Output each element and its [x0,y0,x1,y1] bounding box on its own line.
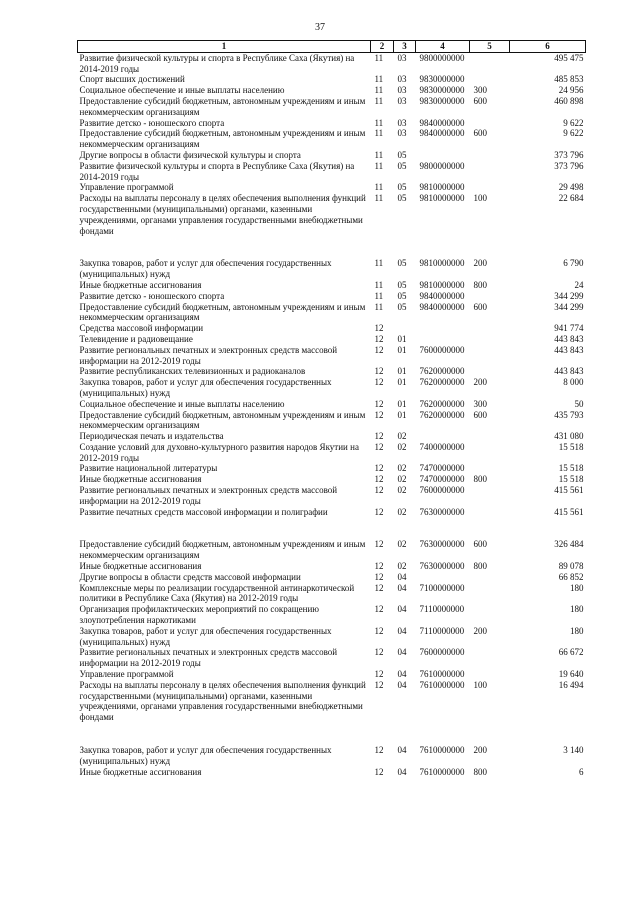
cell-subsection: 02 [397,539,407,550]
table-row [78,745,586,767]
cell-name: Развитие детско - юношеского спорта [79,117,225,128]
cell-name: Периодическая печать и издательства [79,431,224,442]
cell-name: Закупка товаров, работ и услуг для обеспечения государственных (муниципальных) нужд [79,625,332,647]
cell-expense-type: 300 [473,85,487,96]
cell-amount: 373 796 [554,149,584,160]
cell-expense-type: 600 [473,128,487,139]
table-row [78,118,586,129]
table-row [78,334,586,345]
header-col-5: 5 [470,41,510,53]
cell-subsection: 01 [397,398,407,409]
cell-amount: 415 561 [554,485,584,496]
table-row [78,52,586,74]
cell-expense-type [470,150,510,161]
cell-expense-type: 800 [473,561,487,572]
cell-subsection: 03 [397,128,407,139]
cell-name: Предоставление субсидий бюджетным, автономным учреждениям и иным некоммерческим организациям [79,301,366,323]
cell-target-code: 9800000000 [419,160,465,171]
cell-name: Другие вопросы в области физической культуры и спорта [79,149,301,160]
cell-section: 12 [374,625,384,636]
cell-section: 12 [374,366,384,377]
cell-target-code: 7610000000 [419,766,465,777]
cell-section: 11 [374,290,384,301]
cell-target-code: 7600000000 [419,485,465,496]
cell-section: 12 [374,431,384,442]
cell-subsection: 04 [397,571,407,582]
cell-target-code: 7620000000 [419,409,465,420]
cell-amount: 485 853 [554,74,584,85]
cell-section: 11 [374,117,384,128]
cell-subsection: 03 [397,117,407,128]
cell-expense-type [470,345,510,367]
cell-name: Социальное обеспечение и иные выплаты населению [79,398,285,409]
cell-section: 12 [374,561,384,572]
cell-expense-type [470,669,510,680]
table-row [78,291,586,302]
cell-target-code [416,572,470,583]
cell-amount: 6 790 [563,258,584,269]
cell-amount: 373 796 [554,160,584,171]
cell-section: 12 [374,485,384,496]
cell-target-code: 9830000000 [419,95,465,106]
cell-section: 11 [374,301,384,312]
cell-target-code: 7630000000 [419,506,465,517]
table-row [78,680,586,723]
cell-amount: 180 [570,604,584,615]
cell-target-code: 7600000000 [419,344,465,355]
cell-amount: 495 475 [554,52,584,63]
cell-expense-type: 100 [473,679,487,690]
cell-expense-type [470,583,510,605]
cell-subsection [394,323,416,334]
cell-name: Предоставление субсидий бюджетным, автономным учреждениям и иным некоммерческим организациям [79,409,366,431]
table-row [78,258,586,280]
cell-amount: 24 956 [558,85,584,96]
cell-expense-type [470,366,510,377]
cell-target-code: 7110000000 [419,604,465,615]
header-col-6: 6 [510,41,586,53]
cell-section: 11 [374,258,384,269]
cell-name: Расходы на выплаты персоналу в целях обеспечения выполнения функций государственными (муниципальными) органами, казенными учреждениями, органами управления государственными внебюджетными фондами [79,679,366,723]
cell-name: Иные бюджетные ассигнования [79,766,202,777]
cell-section: 11 [374,74,384,85]
cell-amount: 15 518 [558,463,584,474]
cell-name: Развитие печатных средств массовой информации и полиграфии [79,506,328,517]
cell-amount: 460 898 [554,95,584,106]
cell-section: 11 [374,160,384,171]
cell-name: Спорт высших достижений [79,74,185,85]
table-row [78,474,586,485]
cell-subsection: 02 [397,561,407,572]
cell-section: 12 [374,441,384,452]
cell-name: Предоставление субсидий бюджетным, автономным учреждениям и иным некоммерческим организациям [79,539,366,561]
cell-section: 11 [374,128,384,139]
cell-expense-type: 200 [473,745,487,756]
cell-target-code: 7610000000 [419,679,465,690]
cell-target-code: 7610000000 [419,669,465,680]
cell-name: Развитие физической культуры и спорта в Республике Саха (Якутия) на 2014-2019 годы [79,160,355,182]
cell-expense-type [470,647,510,669]
cell-expense-type [470,52,510,74]
cell-amount: 29 498 [558,182,584,193]
cell-amount: 22 684 [558,193,584,204]
cell-name: Иные бюджетные ассигнования [79,474,202,485]
table-row [78,669,586,680]
cell-target-code: 9830000000 [419,85,465,96]
cell-expense-type [470,334,510,345]
cell-name: Иные бюджетные ассигнования [79,561,202,572]
cell-subsection: 02 [397,506,407,517]
cell-section: 11 [374,193,384,204]
cell-target-code: 9800000000 [419,52,465,63]
cell-amount: 66 672 [558,647,584,658]
cell-section: 11 [374,279,384,290]
cell-name: Развитие региональных печатных и электронных средств массовой информации на 2012-2019 годы [79,344,338,366]
cell-target-code: 7630000000 [419,539,465,550]
cell-subsection: 01 [397,409,407,420]
table-row [78,463,586,474]
cell-section: 12 [374,669,384,680]
cell-target-code: 9810000000 [419,279,465,290]
cell-expense-type [470,485,510,507]
table-row [78,572,586,583]
cell-section: 11 [374,52,384,63]
cell-name: Закупка товаров, работ и услуг для обеспечения государственных (муниципальных) нужд [79,745,332,766]
cell-subsection: 01 [397,366,407,377]
cell-amount: 180 [570,625,584,636]
cell-name: Развитие физической культуры и спорта в Республике Саха (Якутия) на 2014-2019 годы [79,52,355,74]
cell-name: Телевидение и радиовещание [79,333,193,344]
cell-target-code: 7610000000 [419,745,465,756]
cell-amount: 443 843 [554,333,584,344]
cell-subsection: 02 [397,463,407,474]
table-header [78,41,586,53]
cell-amount: 326 484 [554,539,584,550]
cell-subsection: 01 [397,377,407,388]
table-row [78,647,586,669]
cell-subsection: 04 [397,745,407,756]
cell-amount: 66 852 [558,571,584,582]
table-row [78,485,586,507]
cell-expense-type: 800 [473,766,487,777]
cell-name: Закупка товаров, работ и услуг для обеспечения государственных (муниципальных) нужд [79,377,332,398]
cell-amount: 15 518 [558,441,584,452]
spacer-cell [78,517,586,539]
cell-amount: 8 000 [563,377,584,388]
cell-section: 12 [374,604,384,615]
cell-name: Комплексные меры по реализации государственной антинаркотической политики в Республике Саха (Якутия) на 2012-2019 годы [79,582,355,604]
cell-expense-type: 100 [473,193,487,204]
cell-target-code: 7620000000 [419,366,465,377]
table-row [78,150,586,161]
cell-section: 12 [374,323,384,334]
table-row [78,410,586,432]
cell-subsection: 05 [397,258,407,269]
cell-name: Создание условий для духовно-культурного развития народов Якутии на 2012-2019 годы [79,441,359,463]
cell-target-code: 7620000000 [419,398,465,409]
cell-target-code [416,150,470,161]
table-row [78,604,586,626]
cell-subsection: 05 [397,193,407,204]
cell-expense-type: 300 [473,398,487,409]
table-row [78,345,586,367]
cell-subsection: 03 [397,52,407,63]
cell-amount: 431 080 [554,431,584,442]
cell-section: 12 [374,398,384,409]
cell-expense-type: 600 [473,301,487,312]
cell-section: 12 [374,539,384,550]
cell-amount: 344 299 [554,301,584,312]
table-row [78,507,586,518]
table-row [78,399,586,410]
cell-subsection: 05 [397,149,407,160]
table-row [78,767,586,778]
cell-target-code: 9840000000 [419,290,465,301]
cell-subsection: 04 [397,679,407,690]
cell-amount: 180 [570,582,584,593]
cell-expense-type [470,291,510,302]
cell-name: Развитие республиканских телевизионных и радиоканалов [79,366,306,377]
cell-name: Средства массовой информации [79,323,204,334]
cell-name: Предоставление субсидий бюджетным, автономным учреждениям и иным некоммерческим организациям [79,95,366,117]
cell-amount: 344 299 [554,290,584,301]
spacer-row [78,236,586,258]
cell-section: 11 [374,95,384,106]
cell-name: Развитие детско - юношеского спорта [79,290,225,301]
cell-expense-type [470,431,510,442]
cell-target-code [416,334,470,345]
cell-section: 11 [374,85,384,96]
cell-amount: 9 622 [563,117,584,128]
table-row [78,85,586,96]
cell-expense-type: 800 [473,474,487,485]
cell-expense-type [470,323,510,334]
table-body [78,52,586,777]
cell-target-code [416,323,470,334]
header-row [78,41,586,53]
spacer-row [78,517,586,539]
cell-subsection: 01 [397,333,407,344]
cell-name: Управление программой [79,669,174,680]
cell-expense-type [470,182,510,193]
cell-section: 12 [374,647,384,658]
cell-name: Расходы на выплаты персоналу в целях обеспечения выполнения функций государственными (муниципальными) органами, казенными учреждениями, органами управления государственными внебюджетными фондами [79,193,366,236]
cell-expense-type [470,604,510,626]
cell-subsection: 02 [397,485,407,496]
cell-target-code: 7630000000 [419,561,465,572]
cell-amount: 9 622 [563,128,584,139]
cell-subsection: 01 [397,344,407,355]
cell-subsection: 05 [397,301,407,312]
cell-subsection: 04 [397,604,407,615]
cell-subsection: 04 [397,582,407,593]
cell-expense-type: 200 [473,625,487,636]
cell-expense-type [470,507,510,518]
cell-target-code: 9830000000 [419,74,465,85]
cell-subsection: 05 [397,290,407,301]
header-col-4: 4 [416,41,470,53]
header-col-3: 3 [394,41,416,53]
table-row [78,323,586,334]
table-row [78,74,586,85]
cell-amount: 3 140 [563,745,584,756]
cell-expense-type [470,572,510,583]
cell-section: 12 [374,766,384,777]
table-row [78,626,586,648]
cell-expense-type [470,442,510,464]
cell-amount: 435 793 [554,409,584,420]
header-col-2: 2 [371,41,394,53]
cell-expense-type: 600 [473,409,487,420]
cell-name: Организация профилактических мероприятий по сокращению злоупотребления наркотиками [79,604,320,626]
cell-amount: 24 [574,279,584,290]
cell-expense-type: 200 [473,377,487,388]
cell-section: 12 [374,344,384,355]
cell-expense-type [470,118,510,129]
cell-target-code: 7600000000 [419,647,465,658]
cell-expense-type: 800 [473,279,487,290]
cell-target-code: 7470000000 [419,474,465,485]
cell-amount: 89 078 [558,561,584,572]
cell-expense-type [470,161,510,183]
cell-target-code: 7470000000 [419,463,465,474]
cell-subsection: 04 [397,647,407,658]
cell-subsection: 02 [397,431,407,442]
cell-subsection: 02 [397,474,407,485]
table-row [78,442,586,464]
cell-amount: 6 [579,766,584,777]
cell-expense-type: 200 [473,258,487,269]
table-row [78,583,586,605]
table-row [78,377,586,399]
table-row [78,302,586,324]
cell-amount: 443 843 [554,366,584,377]
cell-section: 12 [374,409,384,420]
cell-target-code: 9840000000 [419,301,465,312]
cell-expense-type: 600 [473,539,487,550]
cell-section: 11 [374,182,384,193]
cell-subsection: 05 [397,160,407,171]
table-row [78,96,586,118]
cell-name: Закупка товаров, работ и услуг для обеспечения государственных (муниципальных) нужд [79,258,332,280]
cell-section: 12 [374,333,384,344]
cell-target-code: 7100000000 [419,582,465,593]
table-row [78,366,586,377]
cell-target-code: 7400000000 [419,441,465,452]
cell-subsection: 02 [397,441,407,452]
cell-amount: 50 [574,398,584,409]
cell-section: 12 [374,463,384,474]
table-row [78,280,586,291]
spacer-cell [78,723,586,745]
spacer-row [78,723,586,745]
cell-target-code: 7620000000 [419,377,465,388]
cell-amount: 443 843 [554,344,584,355]
cell-subsection: 04 [397,625,407,636]
cell-name: Развитие региональных печатных и электронных средств массовой информации на 2012-2019 годы [79,647,338,669]
cell-section: 12 [374,745,384,756]
table-row [78,539,586,561]
cell-name: Развитие региональных печатных и электронных средств массовой информации на 2012-2019 годы [79,485,338,506]
cell-section: 11 [374,149,384,160]
table-row [78,431,586,442]
cell-subsection: 04 [397,766,407,777]
cell-subsection: 03 [397,95,407,106]
page-number: 37 [315,22,325,33]
cell-name: Другие вопросы в области средств массовой информации [79,571,301,582]
cell-amount: 941 774 [554,323,584,334]
table-row [78,193,586,236]
cell-section: 12 [374,377,384,388]
cell-amount: 16 494 [558,679,584,690]
cell-amount: 415 561 [554,506,584,517]
cell-target-code: 7110000000 [419,625,465,636]
cell-target-code: 9810000000 [419,193,465,204]
spacer-cell [78,236,586,258]
table-row [78,182,586,193]
cell-name: Социальное обеспечение и иные выплаты населению [79,85,285,96]
cell-target-code: 9810000000 [419,182,465,193]
cell-amount: 15 518 [558,474,584,485]
cell-subsection: 03 [397,85,407,96]
budget-table [77,40,586,777]
cell-target-code [416,431,470,442]
table-row [78,161,586,183]
cell-subsection: 05 [397,182,407,193]
table-row [78,128,586,150]
cell-name: Предоставление субсидий бюджетным, автономным учреждениям и иным некоммерческим организациям [79,128,366,150]
cell-target-code: 9840000000 [419,117,465,128]
cell-subsection: 05 [397,279,407,290]
cell-name: Иные бюджетные ассигнования [79,279,202,290]
cell-subsection: 03 [397,74,407,85]
cell-expense-type [470,74,510,85]
cell-name: Развитие национальной литературы [79,463,218,474]
cell-section: 12 [374,506,384,517]
cell-amount: 19 640 [558,669,584,680]
cell-name: Управление программой [79,182,174,193]
cell-section: 12 [374,474,384,485]
cell-expense-type: 600 [473,95,487,106]
cell-section: 12 [374,582,384,593]
cell-subsection: 04 [397,669,407,680]
cell-target-code: 9840000000 [419,128,465,139]
cell-target-code: 9810000000 [419,258,465,269]
cell-section: 12 [374,679,384,690]
cell-expense-type [470,463,510,474]
cell-section: 12 [374,571,384,582]
header-col-1: 1 [78,41,371,53]
table-row [78,561,586,572]
